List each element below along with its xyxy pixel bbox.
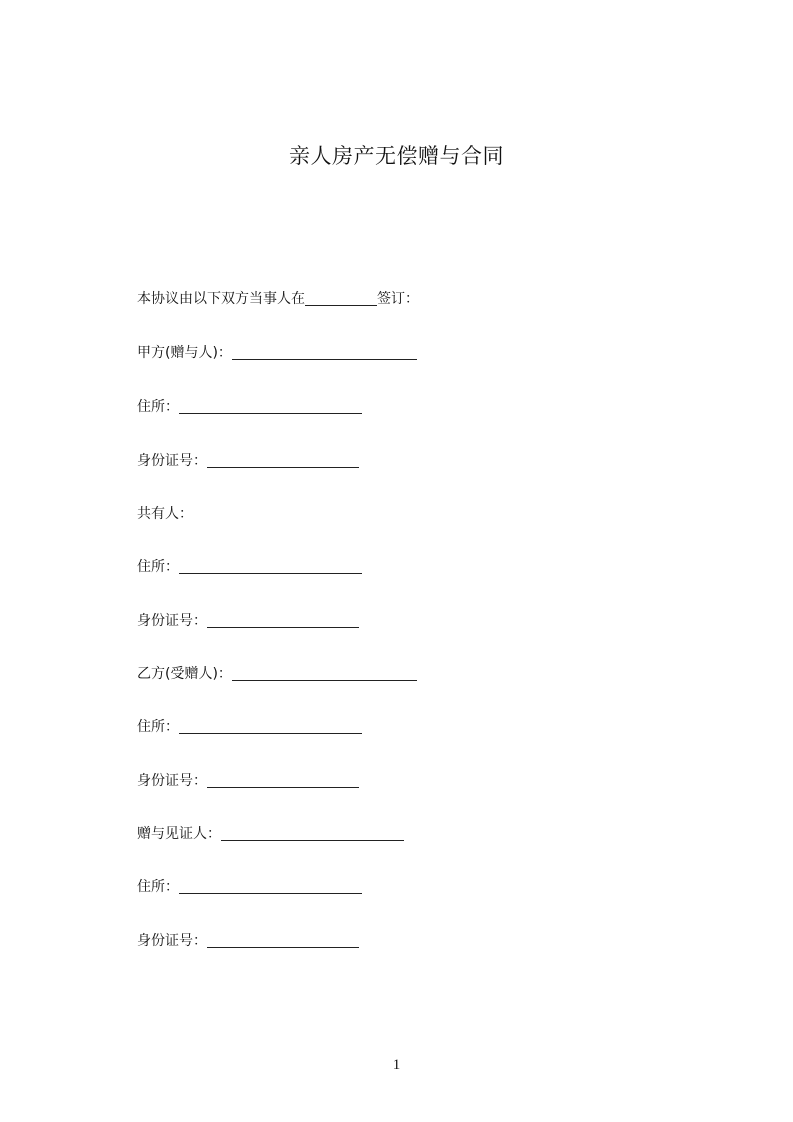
donee-id-label: 身份证号： xyxy=(137,773,207,789)
co-owner-id-line xyxy=(137,611,359,631)
witness-address-line xyxy=(137,877,362,897)
witness-address-blank[interactable] xyxy=(179,877,362,894)
page-title: 亲人房产无偿赠与合同 xyxy=(289,144,504,168)
donor-id-line xyxy=(137,451,359,471)
donee-label: 乙方(受赠人)： xyxy=(137,666,232,682)
co-owner-line xyxy=(137,504,193,524)
co-owner-address-line xyxy=(137,557,362,577)
witness-name-blank[interactable] xyxy=(221,824,404,841)
donor-line xyxy=(137,343,417,363)
donor-label: 甲方(赠与人)： xyxy=(137,345,232,361)
donee-id-blank[interactable] xyxy=(207,771,359,788)
co-owner-id-label: 身份证号： xyxy=(137,613,207,629)
donee-address-blank[interactable] xyxy=(179,717,362,734)
witness-address-label: 住所： xyxy=(137,879,179,895)
co-owner-label: 共有人： xyxy=(137,506,193,522)
donor-name-blank[interactable] xyxy=(232,343,417,360)
intro-text-before: 本协议由以下双方当事人在 xyxy=(137,291,305,307)
donor-id-blank[interactable] xyxy=(207,451,359,468)
signing-place-blank[interactable] xyxy=(305,289,377,306)
intro-text-after: 签订： xyxy=(377,291,419,307)
donor-id-label: 身份证号： xyxy=(137,453,207,469)
donor-address-line xyxy=(137,397,362,417)
donee-name-blank[interactable] xyxy=(232,664,417,681)
donee-id-line xyxy=(137,771,359,791)
co-owner-address-label: 住所： xyxy=(137,559,179,575)
donee-line xyxy=(137,664,417,684)
witness-id-line xyxy=(137,931,359,951)
co-owner-address-blank[interactable] xyxy=(179,557,362,574)
donor-address-label: 住所： xyxy=(137,399,179,415)
witness-id-blank[interactable] xyxy=(207,931,359,948)
donor-address-blank[interactable] xyxy=(179,397,362,414)
witness-label: 赠与见证人： xyxy=(137,826,221,842)
witness-id-label: 身份证号： xyxy=(137,933,207,949)
witness-line xyxy=(137,824,404,844)
page-number: 1 xyxy=(392,1057,401,1073)
donee-address-label: 住所： xyxy=(137,719,179,735)
co-owner-id-blank[interactable] xyxy=(207,611,359,628)
intro-line xyxy=(137,289,419,309)
donee-address-line xyxy=(137,717,362,737)
